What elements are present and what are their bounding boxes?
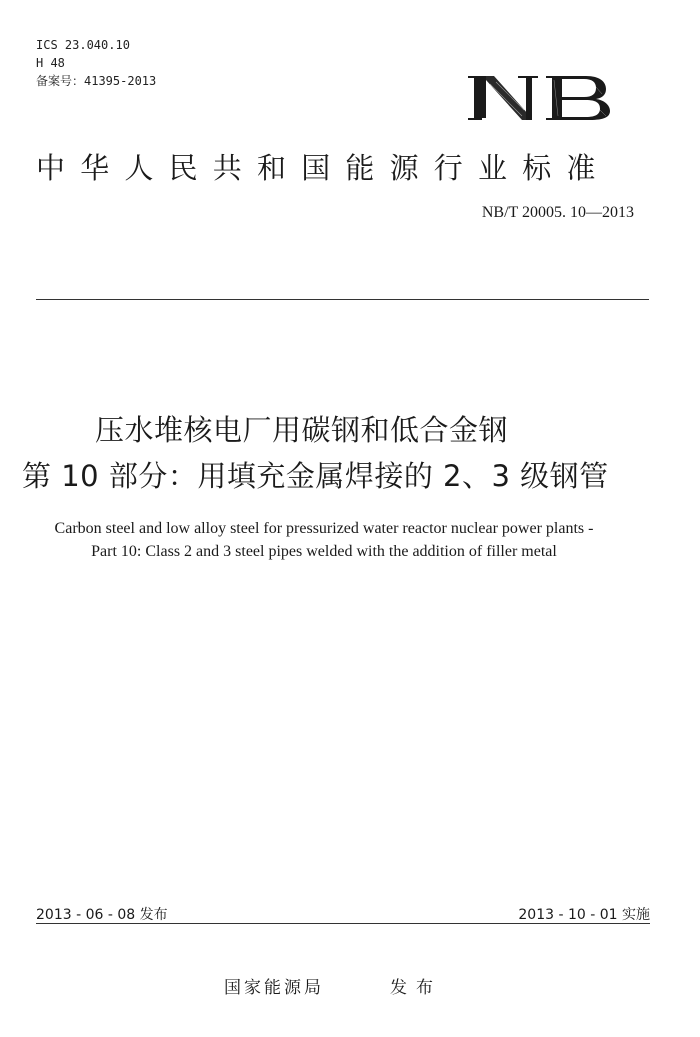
ics-code: ICS 23.040.10 [36, 38, 130, 52]
filing-number: 备案号：41395-2013 [36, 74, 157, 88]
issuing-authority: 国家能源局 [224, 978, 324, 998]
chinese-title-line-1: 压水堆核电厂用碳钢和低合金钢 [95, 413, 509, 447]
english-title [0, 517, 648, 563]
nb-logo-letter-n [468, 76, 538, 120]
english-title-line-1: Carbon steel and low alloy steel for pressurized water reactor nuclear power plants - [54, 520, 594, 537]
standard-category: 中华人民共和国能源行业标准 [36, 151, 611, 185]
top-divider [36, 299, 649, 300]
implementation-date: 2013 - 10 - 01 实施 [518, 907, 650, 923]
nb-logo-letter-b [546, 76, 610, 120]
standard-number: NB/T 20005. 10—2013 [481, 204, 634, 221]
issue-label: 发布 [390, 978, 442, 998]
english-title-line-2: Part 10: Class 2 and 3 steel pipes welded with the addition of filler metal [91, 543, 557, 560]
chinese-title-line-2: 第 10 部分：用填充金属焊接的 2、3 级钢管 [22, 459, 609, 493]
class-code: H 48 [36, 56, 65, 70]
nb-logo [466, 70, 612, 122]
bottom-divider [36, 923, 650, 924]
classification-block [36, 36, 156, 90]
issue-date: 2013 - 06 - 08 发布 [36, 907, 168, 923]
